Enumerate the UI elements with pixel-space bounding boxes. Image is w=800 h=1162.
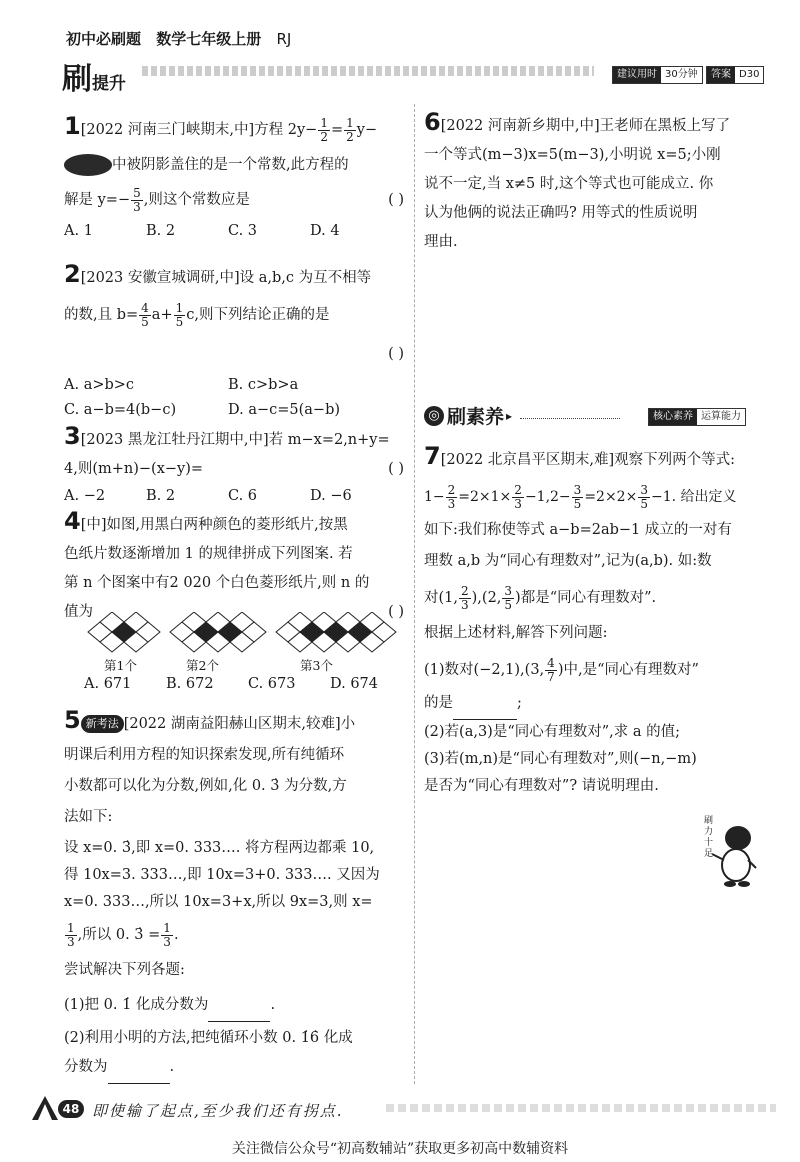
q2-text: c,则下列结论正确的是 bbox=[186, 307, 330, 323]
q4-text: 值为 bbox=[64, 604, 93, 620]
q7-text: (1)数对(−2,1),(3, bbox=[424, 662, 545, 678]
question-2 bbox=[64, 258, 404, 427]
fraction: $\frac{5}{3}$ bbox=[133, 185, 141, 214]
footer-stripe bbox=[386, 1104, 776, 1112]
fraction: $\frac{4}{7}$ bbox=[547, 655, 555, 684]
compass-icon bbox=[30, 1094, 60, 1122]
cartoon-mascot bbox=[700, 810, 760, 890]
q1-text: = bbox=[330, 122, 344, 138]
q5-text: 明课后利用方程的知识探索发现,所有纯循环 bbox=[64, 747, 345, 763]
book-name: 数学七年级上册 bbox=[156, 30, 262, 48]
q1-text: ,则这个常数应是 bbox=[143, 192, 250, 208]
new-method-badge: 新考法 bbox=[81, 715, 124, 733]
q3-text: 4,则(m+n)−(x−y)= bbox=[64, 461, 204, 477]
q6-text: 说不一定,当 x≠5 时,这个等式也可能成立. 你 bbox=[424, 176, 714, 192]
fraction: $\frac{1}{5}$ bbox=[175, 300, 184, 329]
q7-text: (2)若(a,3)是“同心有理数对”,求 a 的值; bbox=[424, 724, 681, 740]
question-3 bbox=[64, 420, 404, 513]
question-6 bbox=[424, 106, 764, 259]
pattern-1 bbox=[88, 612, 160, 652]
q5-text: . bbox=[270, 997, 276, 1013]
q2-text: [2023 安徽宣城调研,中]设 a,b,c 为互不相等 bbox=[80, 270, 372, 286]
literacy-value: 运算能力 bbox=[701, 411, 741, 422]
q3-text: [2023 黑龙江牡丹江期中,中]若 m−x=2,n+y= bbox=[80, 432, 390, 448]
q4-text: [中]如图,用黑白两种颜色的菱形纸片,按黑 bbox=[80, 517, 348, 533]
figure-label-2: 第2个 bbox=[186, 658, 219, 673]
q7-text: ; bbox=[517, 695, 522, 711]
q5-text: 法如下: bbox=[64, 809, 113, 825]
column-divider bbox=[414, 104, 415, 1084]
brand-small: 提升 bbox=[92, 74, 126, 94]
q5-text: . bbox=[169, 1059, 175, 1075]
fraction: $\frac{2}{3}$ bbox=[514, 482, 522, 511]
question-number: 2 bbox=[64, 260, 81, 288]
q4-text: 色纸片数逐渐增加 1 的规律拼成下列图案. 若 bbox=[64, 546, 353, 562]
q7-text: (3)若(m,n)是“同心有理数对”,则(−n,−m) bbox=[424, 751, 697, 767]
q7-text: −1,2− bbox=[524, 489, 571, 505]
fraction: $\frac{1}{2}$ bbox=[320, 115, 328, 144]
q5-sub1: (1)把 0. 1̇ 化成分数为 bbox=[64, 997, 209, 1013]
answer-blank[interactable] bbox=[108, 1069, 170, 1084]
q6-text: 理由. bbox=[424, 234, 458, 250]
q5-text: 尝试解决下列各题: bbox=[64, 962, 185, 978]
bottom-note: 关注微信公众号“初高数辅站”获取更多初高中数辅资料 bbox=[231, 1141, 569, 1157]
section-icon: ◎ bbox=[424, 406, 444, 426]
fraction: $\frac{1}{3}$ bbox=[163, 920, 171, 949]
section-title: 刷素养 bbox=[447, 406, 505, 428]
q7-text: 1− bbox=[424, 489, 445, 505]
series-name: 初中必刷题 bbox=[66, 30, 142, 48]
q7-text: 是否为“同心有理数对”? 请说明理由. bbox=[424, 778, 659, 794]
answer-paren: ( ) bbox=[388, 604, 404, 620]
q1-text: 解是 y=− bbox=[64, 192, 131, 208]
shadow-blob bbox=[64, 154, 112, 176]
q7-text: [2022 北京昌平区期末,难]观察下列两个等式: bbox=[440, 452, 736, 468]
q5-text: . bbox=[173, 927, 179, 943]
q7-text: =2×1× bbox=[458, 489, 512, 505]
question-number: 7 bbox=[424, 442, 441, 470]
answer-paren: ( ) bbox=[388, 192, 404, 208]
option-c: C. a−b=4(b−c) bbox=[64, 402, 177, 418]
section-dots bbox=[520, 418, 620, 420]
header-title bbox=[66, 28, 301, 49]
question-5 bbox=[64, 704, 404, 1084]
q1-text: [2022 河南三门峡期末,中]方程 2y− bbox=[80, 122, 318, 138]
question-1 bbox=[64, 110, 404, 248]
section-brand bbox=[62, 54, 126, 98]
q2-text: 的数,且 b= bbox=[64, 307, 139, 323]
option-b: B. 2 bbox=[146, 223, 176, 239]
option-b: B. 672 bbox=[166, 676, 214, 692]
q1-text: y− bbox=[356, 122, 378, 138]
q5-text: 小数都可以化为分数,例如,化 0. 3̇ 为分数,方 bbox=[64, 778, 347, 794]
question-number: 5 bbox=[64, 706, 81, 734]
option-a: A. 1 bbox=[64, 223, 93, 239]
figure-label-1: 第1个 bbox=[104, 658, 137, 673]
q7-text: =2×2× bbox=[584, 489, 638, 505]
section-header bbox=[424, 402, 760, 432]
q7-text: 如下:我们称使等式 a−b=2ab−1 成立的一对有 bbox=[424, 522, 732, 538]
q7-text: )都是“同心有理数对”. bbox=[515, 590, 657, 606]
q7-text: −1. 给出定义 bbox=[650, 489, 737, 505]
q5-sub2: (2)利用小明的方法,把纯循环小数 0. 1̇6̇ 化成 bbox=[64, 1030, 353, 1046]
q2-text: a+ bbox=[151, 307, 173, 323]
option-c: C. 6 bbox=[228, 488, 258, 504]
answer-tag bbox=[706, 66, 764, 84]
q5-text: 得 10x=3. 333…,即 10x=3+0. 333…. 又因为 bbox=[64, 867, 380, 883]
q7-text: 对(1, bbox=[424, 590, 458, 606]
q6-text: 一个等式(m−3)x=5(m−3),小明说 x=5;小刚 bbox=[424, 147, 721, 163]
fraction: $\frac{2}{3}$ bbox=[461, 583, 469, 612]
option-d: D. a−c=5(a−b) bbox=[228, 402, 341, 418]
literacy-label: 核心素养 bbox=[649, 409, 697, 425]
page-number: 48 bbox=[58, 1100, 84, 1118]
fraction: $\frac{3}{5}$ bbox=[640, 482, 648, 511]
option-c: C. 3 bbox=[228, 223, 258, 239]
q7-text: 理数 a,b 为“同心有理数对”,记为(a,b). 如:数 bbox=[424, 553, 712, 569]
edition: RJ bbox=[276, 30, 292, 48]
literacy-tag bbox=[648, 408, 746, 426]
option-b: B. 2 bbox=[146, 488, 176, 504]
option-a: A. a>b>c bbox=[64, 377, 135, 393]
option-d: D. −6 bbox=[310, 488, 352, 504]
answer-value: D30 bbox=[739, 69, 760, 80]
option-c: C. 673 bbox=[248, 676, 296, 692]
header-stripe bbox=[142, 66, 594, 76]
question-7 bbox=[424, 440, 769, 803]
answer-paren: ( ) bbox=[388, 461, 404, 477]
pattern-2 bbox=[170, 612, 266, 652]
q7-text: ),(2, bbox=[471, 590, 502, 606]
brand-big: 刷 bbox=[62, 62, 92, 97]
option-a: A. 671 bbox=[84, 676, 132, 692]
answer-blank[interactable] bbox=[208, 1007, 270, 1022]
fraction: $\frac{2}{3}$ bbox=[447, 482, 456, 511]
q5-sub2: 分数为 bbox=[64, 1059, 108, 1075]
q1-text: 中被阴影盖住的是一个常数,此方程的 bbox=[112, 157, 349, 173]
option-d: D. 4 bbox=[310, 223, 340, 239]
q5-text: x=0. 333…,所以 10x=3+x,所以 9x=3,则 x= bbox=[64, 894, 373, 910]
fraction: $\frac{1}{2}$ bbox=[346, 115, 354, 144]
fraction: $\frac{1}{3}$ bbox=[67, 920, 75, 949]
q7-text: )中,是“同心有理数对” bbox=[557, 662, 699, 678]
question-number: 3 bbox=[64, 422, 81, 450]
q6-text: [2022 河南新乡期中,中]王老师在黑板上写了 bbox=[440, 118, 731, 134]
fraction: $\frac{3}{5}$ bbox=[504, 583, 513, 612]
q5-text: [2022 湖南益阳赫山区期末,较难]小 bbox=[123, 716, 356, 732]
question-number: 1 bbox=[64, 112, 81, 140]
time-tag bbox=[612, 66, 703, 84]
answer-paren: ( ) bbox=[388, 346, 404, 362]
pattern-ellipsis: … bbox=[312, 622, 325, 637]
cartoon-text: 刷力十足 bbox=[704, 816, 714, 859]
q6-text: 认为他俩的说法正确吗? 用等式的性质说明 bbox=[424, 205, 698, 221]
time-value: 30分钟 bbox=[665, 69, 698, 80]
option-d: D. 674 bbox=[330, 676, 379, 692]
option-b: B. c>b>a bbox=[228, 377, 299, 393]
q4-text: 第 n 个图案中有2 020 个白色菱形纸片,则 n 的 bbox=[64, 575, 370, 591]
figure-label-3: 第3个 bbox=[300, 658, 333, 673]
q7-text: 的是 bbox=[424, 695, 453, 711]
question-4 bbox=[64, 505, 404, 629]
q7-text: 根据上述材料,解答下列问题: bbox=[424, 625, 608, 641]
option-a: A. −2 bbox=[64, 488, 106, 504]
footer-motto: 即使输了起点,至少我们还有拐点. bbox=[92, 1102, 344, 1120]
pattern-3 bbox=[276, 612, 396, 652]
q5-text: 设 x=0. 3̇,即 x=0. 333…. 将方程两边都乘 10, bbox=[64, 840, 375, 856]
answer-label: 答案 bbox=[707, 67, 735, 83]
time-label: 建议用时 bbox=[613, 67, 661, 83]
fraction: $\frac{4}{5}$ bbox=[141, 300, 149, 329]
arrow-icon: ▸ bbox=[506, 408, 513, 423]
question-number: 4 bbox=[64, 507, 81, 535]
question-number: 6 bbox=[424, 108, 441, 136]
fraction: $\frac{3}{5}$ bbox=[573, 482, 582, 511]
page-footer bbox=[26, 1094, 786, 1124]
q4-options bbox=[84, 676, 412, 692]
q5-text: ,所以 0. 3̇ = bbox=[77, 927, 161, 943]
